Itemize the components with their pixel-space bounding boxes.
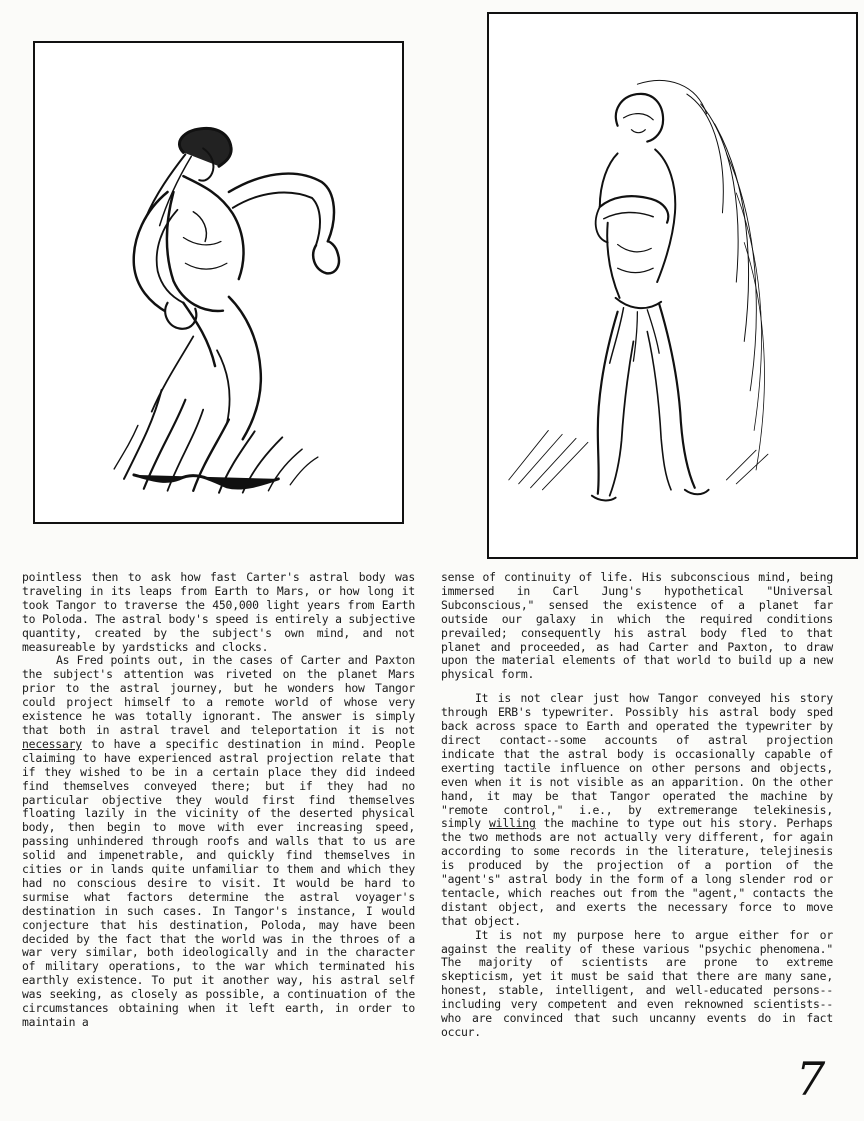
left-text-column (22, 571, 415, 1030)
right-paragraph-2-start: It is not clear just how Tangor conveyed his story through ERB's typewriter. Possibly his astral body sped back across space to Earth and operated the typewriter by direct contact--some accounts of astral projection indicate that the astral body is occasionally capable of exerting tactile influence on other persons and objects, even when it is not visible as an apparition. On the other hand, it may be that Tangor operated the machine by "remote control," i.e., by extremerange telekinesis, simply (441, 691, 833, 831)
page-number: 7 (796, 1052, 826, 1106)
underlined-word-necessary: necessary (22, 736, 82, 751)
right-paragraph-1: sense of continuity of life. His subconscious mind, being immersed in Carl Jung's hypothetical "Universal Subconscious," sensed the existence of a planet far outside our galaxy in which the required conditions prevailed; consequently his astral body fled to that planet and proceeded, as had Carter and Paxton, to draw upon the material elements of that world to build up a new physical form. (441, 570, 833, 682)
left-paragraph-2-end: to have a specific destination in mind. People claiming to have experienced astral projection relate that if they wished to be in a certain place they did indeed find themselves conveyed there; but if they had no particular objective they would first find themselves floating lazily in the vicinity of the deserted physical body, then begin to move with ever increasing speed, passing unhindered through roofs and walls that to us are solid and impenetrable, and quickly find themselves in cities or in lands quite unfamiliar to them and which they had no conscious desire to visit. It would be hard to surmise what factors determine the astral voyager's destination in such cases. In Tangor's instance, I would conjecture that his destination, Poloda, may have been decided by the fact that the world was in the throes of a war very similar, both ideologically and in the character of military operations, to the war which terminated his earthly existence. To put it another way, his astral self was seeking, as closely as possible, a continuation of the circumstances obtaining when it left earth, in order to maintain a (22, 736, 415, 1029)
illustration-standing-figure (487, 12, 858, 559)
right-paragraph-3: It is not my purpose here to argue either for or against the reality of these various "psychic phenomena." The majority of scientists are prone to extreme skepticism, yet it must be said that there are many sane, honest, stable, intelligent, and well-educated persons--including very competent and even reknowned scientists--who are convinced that such uncanny events do in fact occur. (441, 927, 833, 1039)
left-paragraph-2 (22, 654, 415, 1029)
right-paragraph-2 (441, 692, 833, 928)
left-paragraph-2-start: As Fred points out, in the cases of Carter and Paxton the subject's attention was riveted on the planet Mars prior to the astral journey, but he wonders how Tangor could project himself to a remote world of whose very existence he was totally ignorant. The answer is simply that both in astral travel and teleportation it is not (22, 653, 415, 737)
right-paragraph-2-end: the machine to type out his story. Perhaps the two methods are not actually very different, for again according to some records in the literature, telejinesis is produced by the projection of a portion of the "agent's" astral body in the form of a long slender rod or tentacle, which reaches out from the "agent," contacts the distant object, and exerts the necessary force to move that object. (441, 816, 833, 928)
underlined-word-willing: willing (489, 816, 536, 831)
illustration-running-figure (33, 41, 404, 524)
standing-figure-drawing (489, 14, 856, 557)
running-figure-drawing (35, 43, 402, 522)
left-paragraph-1: pointless then to ask how fast Carter's astral body was traveling in its leaps from Earth to Mars, or how long it took Tangor to traverse the 450,000 light years from Earth to Poloda. The astral body's speed is entirely a subjective quantity, created by the subject's own mind, and not measureable by yardsticks and clocks. (22, 570, 415, 654)
right-text-column (441, 571, 833, 1040)
